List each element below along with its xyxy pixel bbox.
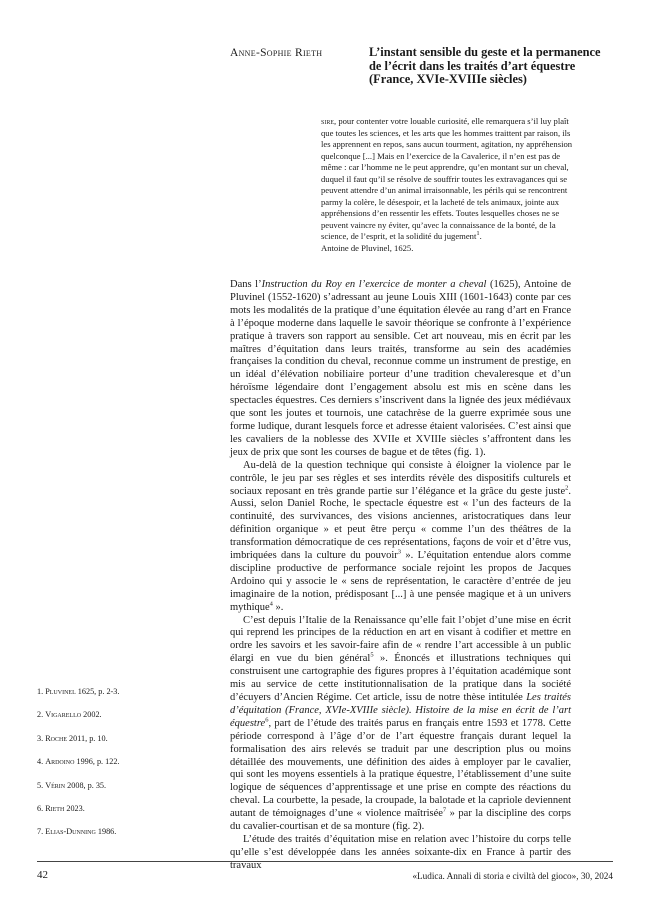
sidenote-ref: 1625, p. 2-3. [75,687,120,696]
main-text [230,279,571,873]
epigraph-end: . [479,231,482,241]
sidenote-5 [37,781,212,804]
footnote-ref-1: 1 [476,230,480,238]
text-run: (1625), Antoine de Pluvinel (1552-1620) s’adressant au jeune Louis XIII (1601-1643) conte par ces mots les modalités de la pratique d’une équitation élevée au rang d’art en France à l’époque moderne dans laquelle le savoir théorique se confronte à l’expérience pratique à travers son rapport au sensible. Cet art nouveau, mis en écrit par les maîtres d’équitation dans leurs traités, transforme au sein des académies françaises la condition du cheval, reconnue comme un instrument de prestige, en un idéal d’élévation nobiliaire porteur d’une tradition chevaleresque et d’un héroïsme légendaire dont l’engagement absolu est mis en scène dans les spectacles équestres. Ces derniers s’inscrivent dans la lignée des jeux médiévaux que sont les joutes et tournois, une catachrèse de la guerre exprimée sous une forme ludique, durant lesquels force et adresse étaient valorisées. C’est ainsi que les cavaliers de la noblesse des XVIIe et XVIIIe siècles s’affrontent dans les jeux de prix que sont les courses de bague et de têtes (fig. 1). [230,279,571,458]
sidenote-author: Roche [45,733,67,743]
paragraph-2 [230,460,571,615]
sidenote-number: 7. [37,827,44,837]
text-run: » par la discipline des corps du cavalier-courtisan et de sa monture (fig. 2). [230,808,571,833]
sidenote-ref: 2023. [64,803,85,813]
footnote-ref-2: 2 [565,484,569,491]
journal-citation: «Ludica. Annali di storia e civiltà del gioco», 30, 2024 [412,871,613,881]
sidenote-ref: 1986. [95,827,117,837]
sidenote-2 [37,710,212,733]
page-number: 42 [37,869,48,881]
sidenote-1 [37,687,212,710]
footer-rule [37,861,613,862]
cited-title: Les traités d’équitation (France, XVIe-XVIIIe siècle). Histoire de la mise en écrit de l’art équestre [230,692,572,729]
footnote-ref-6: 6 [265,716,269,724]
footnote-ref-7: 7 [442,806,447,814]
text-run: Au-delà de la question technique qui consiste à éloigner la violence par le contrôle, le jeu par ses règles et ses interdits révèle des dispositifs culturels et sociaux reposant en très grande partie sur l’élégance et la grâce du geste juste [230,459,571,497]
cited-title: Instruction du Roy en l’exercice de monter a cheval [261,279,487,290]
text-run: C’est depuis l’Italie de la Renaissance qu’elle fait l’objet d’une mise en écrit qui reprend les principes de la réduction en art en visant à codifier et mettre en ordre les savoirs et les savoir-faire afin de « rendre l’art accessible à un public élargi en vue du bien général [230,614,571,665]
sidenote-number: 1. [37,687,44,696]
sidenote-author: Rieth [45,803,65,813]
sidenote-author: Pluvinel [45,687,76,696]
sidenote-ref: 2002. [81,710,102,720]
text-run: ». [272,601,284,613]
sidenote-number: 2. [37,710,44,720]
text-run: . Aussi, selon Daniel Roche, le spectacle équestre est « l’un des facteurs de la continuité, des survivances, des visions anciennes, aristocratiques dans leur définition organique » et peut être perçu « comme l’un des théâtres de la transformation démocratique de ces représentations, façons de voir et d’être vus, imbriquées dans la culture du pouvoir [230,485,571,562]
sidenote-author: Ardoino [45,757,75,767]
sidenote-7 [37,827,212,850]
sidenote-ref: 2011, p. 10. [66,733,108,743]
sidenote-number: 4. [37,757,44,767]
sidenote-number: 6. [37,803,44,813]
epigraph-opening: sire [321,116,335,126]
footnote-ref-4: 4 [269,600,273,608]
sidenotes [37,687,212,851]
sidenote-author: Elias-Dunning [45,827,96,837]
epigraph-quote [321,116,581,243]
paragraph-3 [230,615,571,834]
running-head-title: L’instant sensible du geste et la permanence de l’écrit dans les traités d’art équestre (France, XVIe-XVIIIe siècles) [369,45,601,87]
sidenote-ref: 2008, p. 35. [65,780,107,790]
sidenote-author: Vigarello [45,710,82,720]
sidenote-author: Vérin [45,780,66,790]
footnote-ref-5: 5 [370,651,374,659]
paragraph-4: L’étude des traités d’équitation mise en relation avec l’histoire du corps telle qu’elle s’est développée dans les années soixante-dix en France à partir des travaux [230,833,571,871]
epigraph-text: , pour contenter votre louable curiosité, elle remarquera s’il luy plaît que toutes les sciences, et les arts que les hommes traittent par raison, ils les apprennent en repos, sans aucun tourment, agitation, ny appréhension quelconque [...] Mais en l’exercice de la Cavalerice, il n’en est pas de même : car l’homme ne le peut apprendre, qu’en montant sur un cheval, duquel il faut qu’il se résolve de souffrir toutes les extravagances qui se peuvent attendre d’un animal irraisonnable, les périls qui se rencontrent parmy la colère, le désespoir, et la lacheté de tels animaux, jointe aux appréhensions d’en ressentir les effets. Toutes lesquelles choses ne se peuvent vaincre ny éviter, qu’avec la connaissance de la bonté, de la science, de l’esprit, et la solidité du jugement [321,116,573,241]
running-head-author: Anne-Sophie Rieth [230,47,323,59]
footnote-ref-3: 3 [397,548,402,556]
sidenote-number: 5. [37,780,44,790]
epigraph-attribution: Antoine de Pluvinel, 1625. [321,242,414,253]
text-run: Dans l’ [230,279,262,290]
text-run: ». Énoncés et illustrations techniques qui construisent une cartographie des figures propres à l’équitation académique sont mis au service de cette institutionnalisation de la pratique dans la société d’écuyers d’Ancien Régime. Cet article, issu de notre thèse intitulée [230,653,571,703]
sidenote-number: 3. [37,733,44,743]
text-run: ». L’équitation entendue alors comme discipline productive de performance sociale rejoint les propos de Jacques Ardoino qui y associe le « sens de représentation, le caractère d’entrée de jeu imaginaire de la notion, prédisposant [...] à une pensée magique et à un univers mythique [230,550,572,613]
sidenote-4 [37,757,212,780]
sidenote-6 [37,804,212,827]
epigraph [321,116,581,254]
sidenote-ref: 1996, p. 122. [74,757,120,767]
text-run: , part de l’étude des traités parus en français entre 1593 et 1778. Cette période correspond à l’âge d’or de l’art équestre français durant lequel la formalisation des airs relevés se traduit par une description plus ou moins détaillée des mouvements, une définition des aides à employer par le cavalier, qui sont les moyens essentiels à la pratique équestre, l’établissement d’une suite logique de séquences d’apprentissage et une prise en compte des réactions du cheval. La courbette, la pesade, la croupade, la balotade et la capriole deviennent autant de témoignages d’une « violence maîtrisée [230,717,571,820]
paragraph-1 [230,279,571,460]
sidenote-3 [37,734,212,757]
